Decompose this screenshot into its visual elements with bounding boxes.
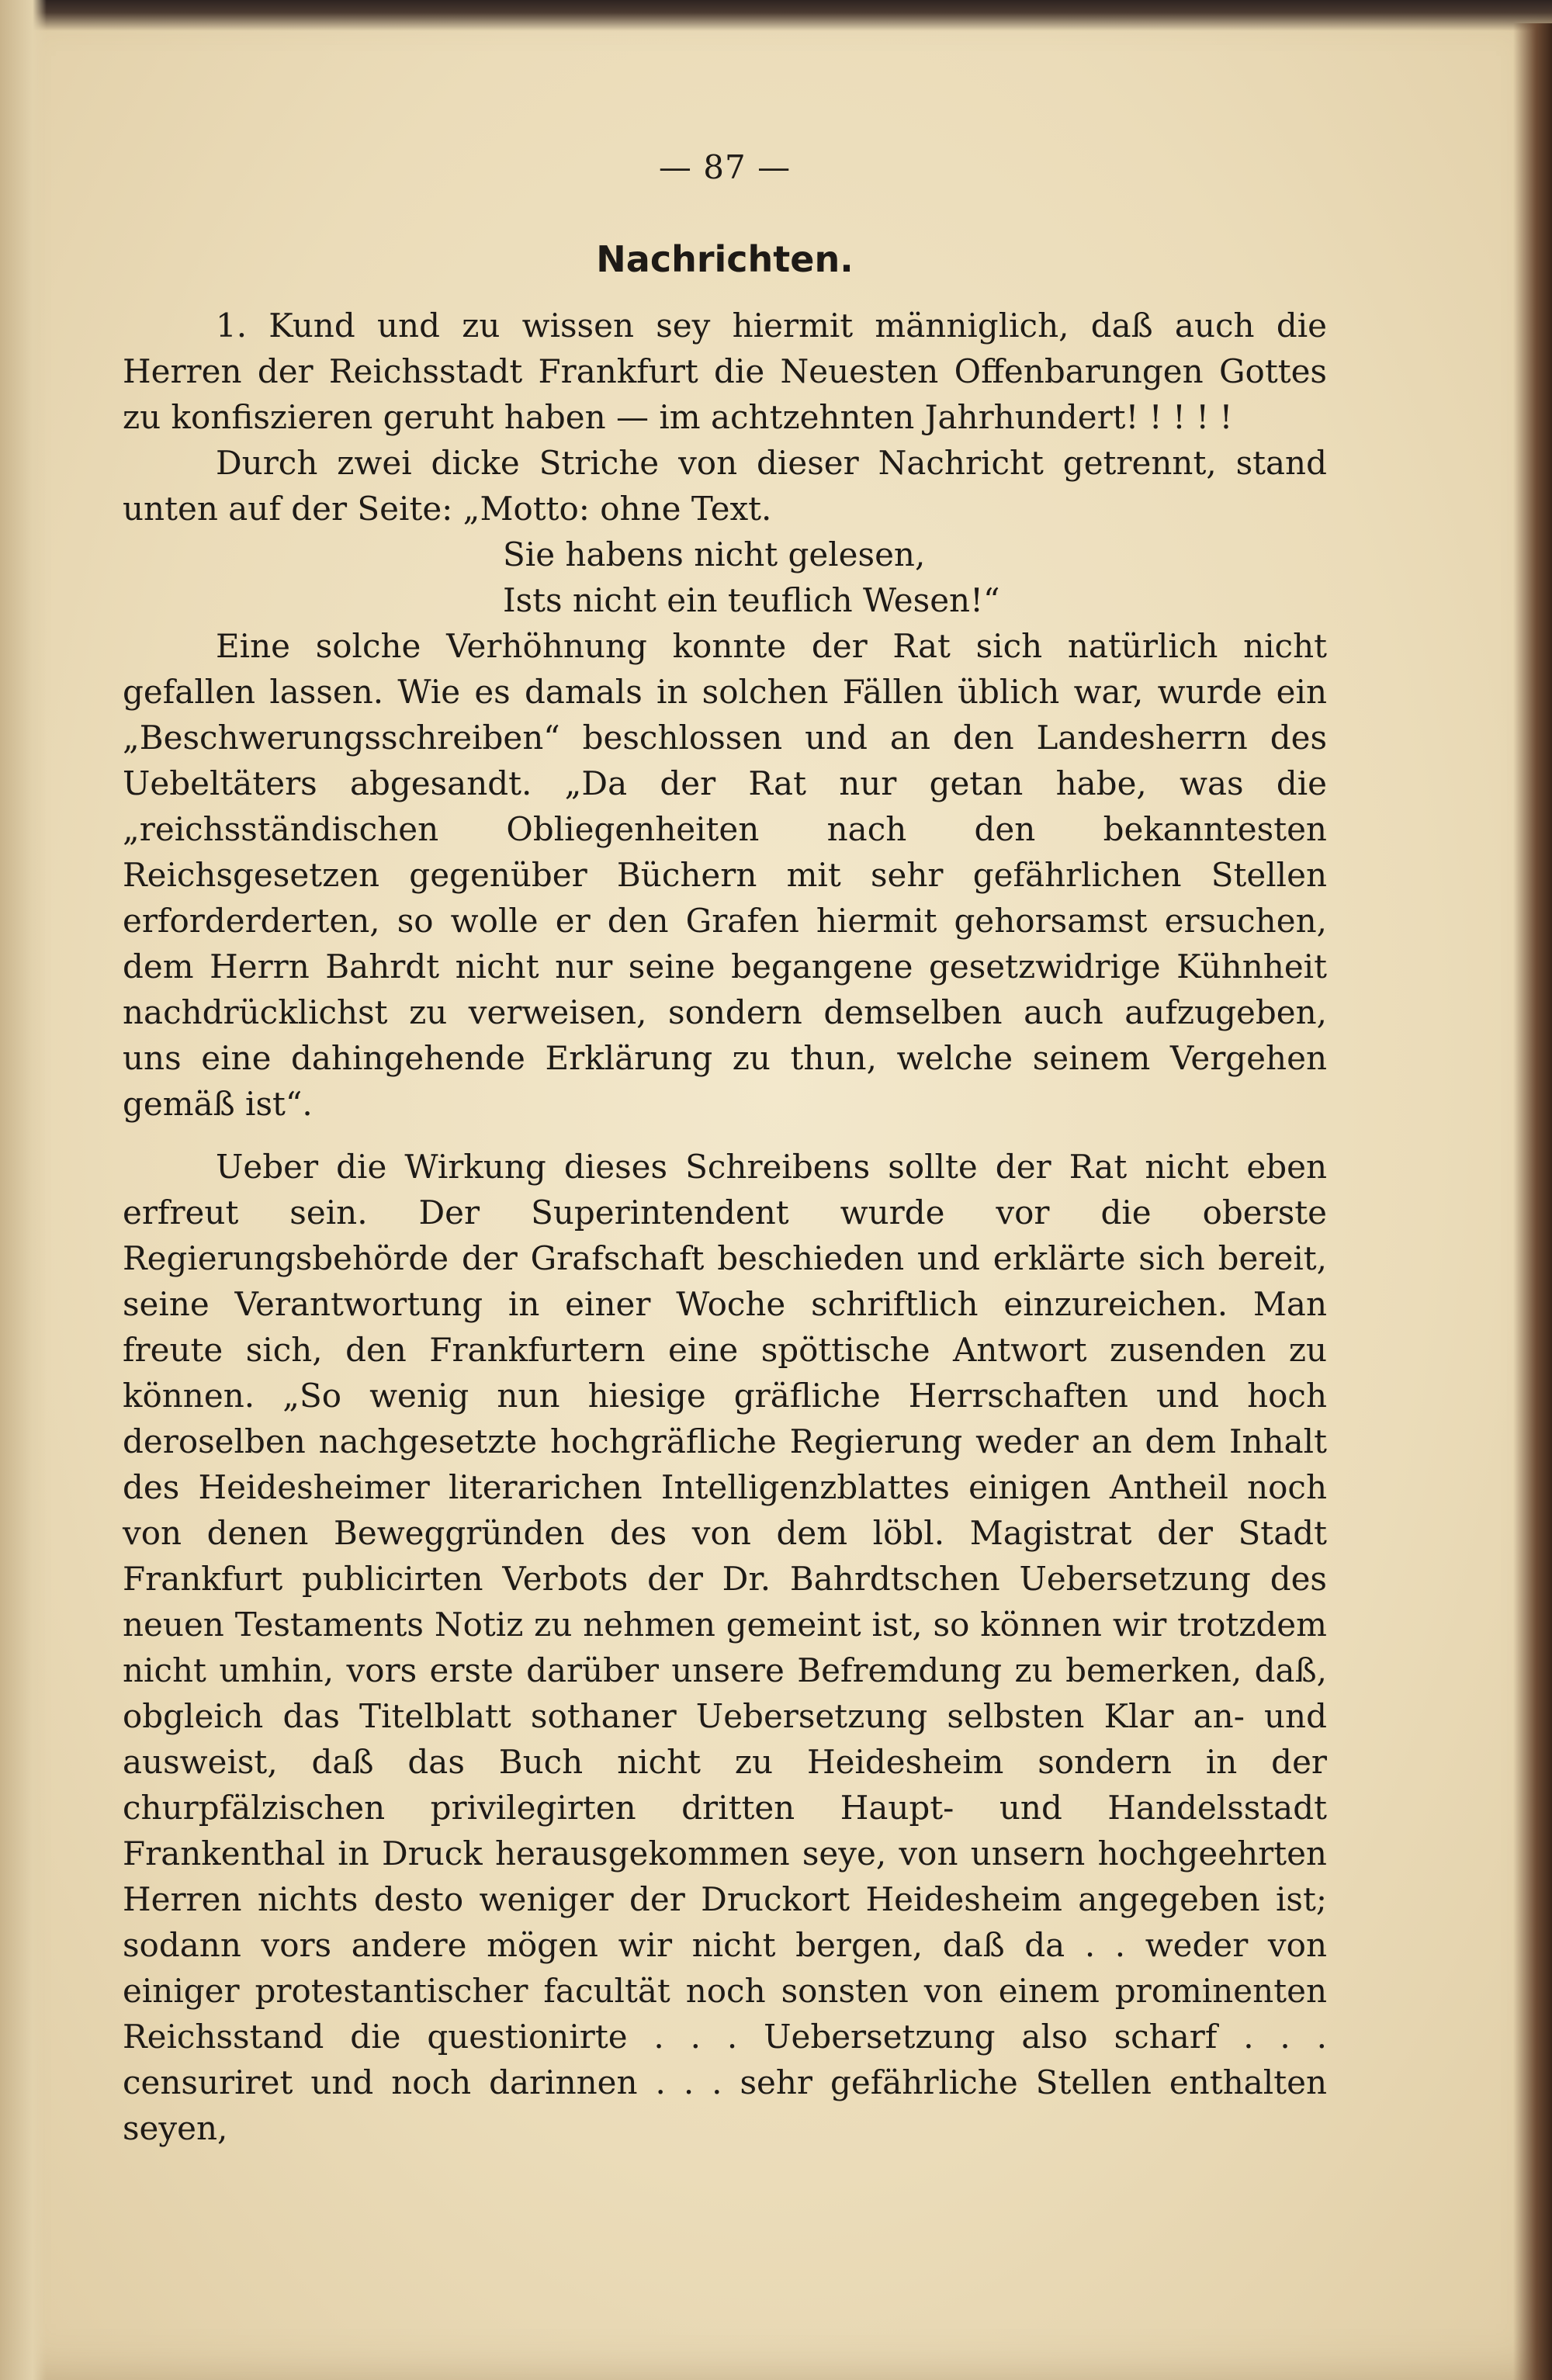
section-heading: Nachrichten. [596,238,854,280]
page-right-edge [1513,23,1552,2380]
paragraph-motto-intro: Durch zwei dicke Striche von dieser Nachricht getrennt, stand unten auf der Seite: „Motto: ohne Text. [123,444,1327,528]
paragraph-gap [123,1127,1327,1144]
page-text-block [123,116,1327,2151]
paragraph-notice: 1. Kund und zu wissen sey hiermit männiglich, daß auch die Herren der Reichsstadt Frankfurt die Neuesten Offenbarungen Gottes zu konfiszieren geruht haben — im achtzehnten Jahrhundert! ! ! ! ! [123,307,1327,436]
page-gutter [0,0,47,2380]
page-top-binding [0,0,1552,31]
verse-line-1: Sie habens nicht gelesen, [503,535,926,573]
verse-line-2: Ists nicht ein teuflich Wesen!“ [503,581,1000,619]
paragraph-complaint: Eine solche Verhöhnung konnte der Rat sich natürlich nicht gefallen lassen. Wie es damals in solchen Fällen üblich war, wurde ein „Beschwerungsschreiben“ beschlossen und an den Landesherrn des Uebeltäters abgesandt. „Da der Rat nur getan habe, was die „reichsständischen Obliegenheiten nach den bekanntesten Reichsgesetzen gegenüber Büchern mit sehr gefährlichen Stellen erforderderten, so wolle er den Grafen hiermit gehorsamst ersuchen, dem Herrn Bahrdt nicht nur seine begangene gesetzwidrige Kühnheit nachdrücklichst zu verweisen, sondern demselben auch aufzugeben, uns eine dahingehende Erklärung zu thun, welche seinem Vergehen gemäß ist“. [123,627,1327,1123]
paragraph-response: Ueber die Wirkung dieses Schreibens sollte der Rat nicht eben erfreut sein. Der Superintendent wurde vor die oberste Regierungsbehörde der Grafschaft beschieden und erklärte sich bereit, seine Verantwortung in einer Woche schriftlich einzureichen. Man freute sich, den Frankfurtern eine spöttische Antwort zusenden zu können. „So wenig nun hiesige gräfliche Herrschaften und hoch deroselben nachgesetzte hochgräfliche Regierung weder an dem Inhalt des Heidesheimer literarichen Intelligenzblattes einigen Antheil noch von denen Beweggründen des von dem löbl. Magistrat der Stadt Frankfurt publicirten Verbots der Dr. Bahrdtschen Uebersetzung des neuen Testaments Notiz zu nehmen gemeint ist, so können wir trotzdem nicht umhin, vors erste darüber unsere Befremdung zu bemerken, daß, obgleich das Titelblatt sothaner Uebersetzung selbsten Klar an- und ausweist, daß das Buch nicht zu Heidesheim sondern in der churpfälzischen privilegirten dritten Haupt- und Handelsstadt Frankenthal in Druck herausgekommen seye, von unsern hochgeehrten Herren nichts desto weniger der Druckort Heidesheim angegeben ist; sodann vors andere mögen wir nicht bergen, daß da . . weder von einiger protestantischer facultät noch sonsten von einem prominenten Reichsstand die questionirte . . . Uebersetzung also scharf . . . censuriret und noch darinnen . . . sehr gefährliche Stellen enthalten seyen, [123,1148,1327,2147]
page-number: — 87 — [658,148,792,186]
